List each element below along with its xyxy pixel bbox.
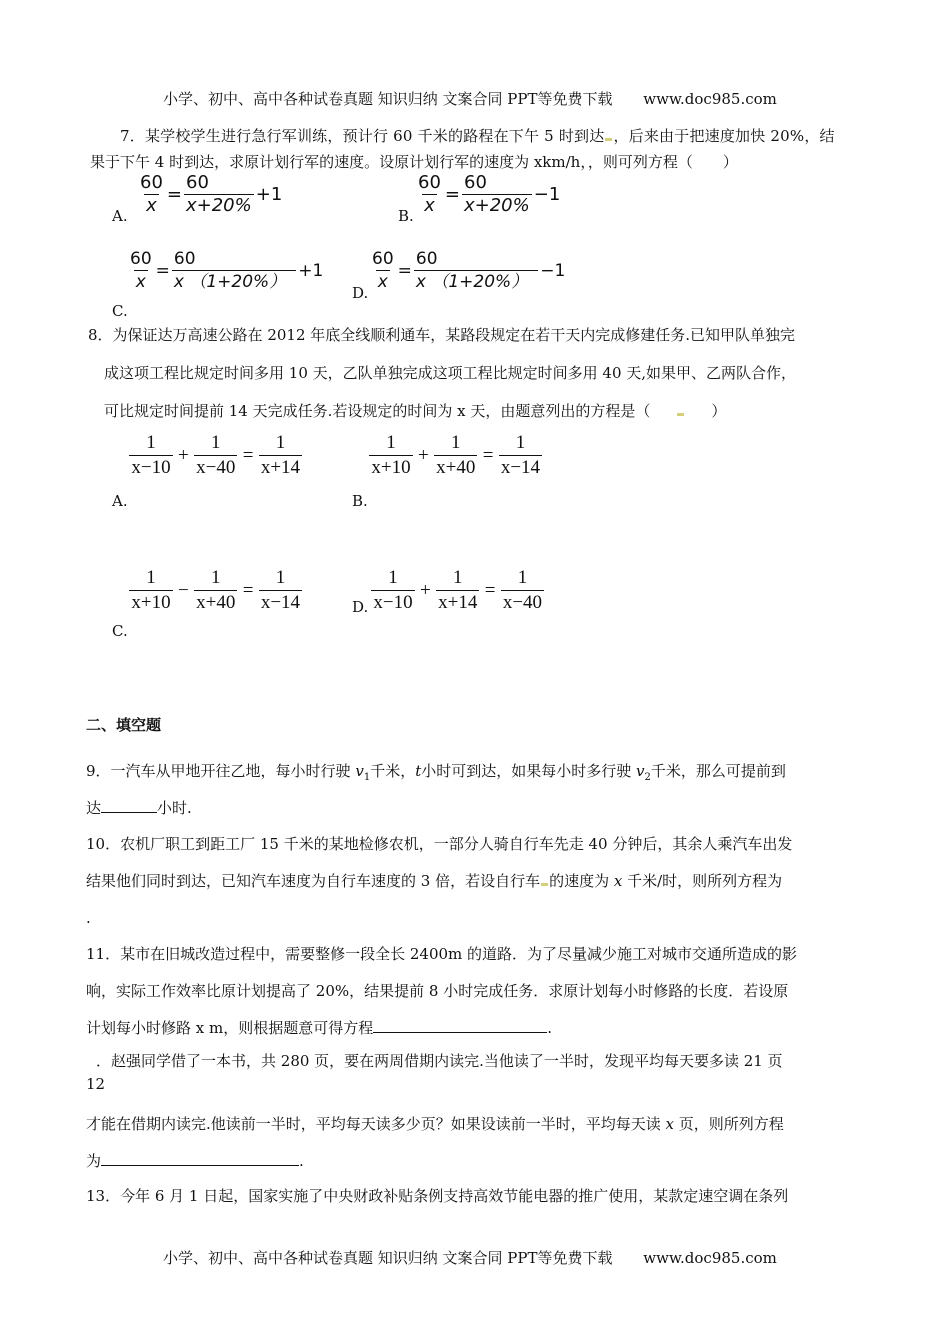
question-9-line-1: 9．一汽车从甲地开往乙地，每小时行驶 $v_1$千米，t小时可到达，如果每小时多行驶 $v_2$千米，那么可提前到 — [86, 762, 786, 783]
q7-option-d-label[interactable]: D. — [352, 284, 369, 302]
highlight-mark — [605, 138, 612, 141]
q7-option-b-equation[interactable]: $\frac{60}{x}$ = $\frac{60}{x+20\%}$ −1 — [418, 172, 561, 216]
question-11-line-3: 计划每小时修路 x m，则根据题意可得方程 . — [86, 1019, 553, 1037]
question-10-line-1: 10．农机厂职工到距工厂 15 千米的某地检修农机，一部分人骑自行车先走 40 分钟后，其余人乘汽车出发 — [86, 835, 793, 853]
q7-option-c-label[interactable]: C. — [112, 302, 128, 320]
page-footer — [163, 1247, 777, 1268]
section-title: 二、填空题 — [86, 716, 162, 734]
highlight-mark — [541, 883, 548, 886]
page-header — [163, 88, 777, 109]
question-12-line-2: 才能在借期内读完.他读前一半时，平均每天读多少页？如果设读前一半时，平均每天读 x 页，则所列方程 — [86, 1115, 784, 1133]
question-8-line-3: 可比规定时间提前 14 天完成任务.若设规定的时间为 x 天，由题意列出的方程是（ ） — [104, 402, 727, 420]
question-13-line-1: 13．今年 6 月 1 日起，国家实施了中央财政补贴条例支持高效节能电器的推广使用，某款定速空调在条列 — [86, 1187, 789, 1205]
q8-option-d-equation[interactable]: $\frac{1}{x-10}$ + $\frac{1}{x+14}$ = $\frac{1}{x-40}$ — [373, 567, 543, 613]
question-10-line-2: 结果他们同时到达，已知汽车速度为自行车速度的 3 倍，若设自行车 的速度为 x 千米/时，则所列方程为 — [86, 872, 783, 890]
q8-option-c-label[interactable]: C. — [112, 622, 128, 640]
header-text: 小学、初中、高中各种试卷真题 知识归纳 文案合同 PPT等免费下载 — [163, 90, 613, 108]
question-11-line-2: 响，实际工作效率比原计划提高了 20%，结果提前 8 小时完成任务．求原计划每小时修路的长度．若设原 — [86, 982, 789, 1000]
question-8-line-1: 8．为保证达万高速公路在 2012 年底全线顺利通车，某路段规定在若干天内完成修建任务.已知甲队单独完 — [88, 326, 796, 344]
question-12-line-1: ．赵强同学借了一本书，共 280 页，要在两周借期内读完.当他读了一半时，发现平均每天要多读 21 页 — [96, 1052, 783, 1070]
q7-option-b-label[interactable]: B. — [398, 207, 414, 225]
question-11-line-1: 11．某市在旧城改造过程中，需要整修一段全长 2400m 的道路．为了尽量减少施工对城市交通所造成的影 — [86, 945, 798, 963]
question-10-line-3: . — [86, 909, 91, 927]
question-8-line-2: 成这项工程比规定时间多用 10 天，乙队单独完成这项工程比规定时间多用 40 天,如果甲、乙两队合作， — [104, 364, 797, 382]
footer-url[interactable]: www.doc985.com — [643, 1249, 777, 1267]
highlight-mark — [677, 413, 684, 416]
q8-option-d-label[interactable]: D. — [352, 598, 369, 616]
question-12-number: 12 — [86, 1075, 106, 1093]
q7-option-c-equation[interactable]: $\frac{60}{x}$ = $\frac{60}{x (1+20\%)}$ +1 — [130, 249, 324, 292]
q8-option-b-label[interactable]: B. — [352, 492, 368, 510]
q8-option-a-label[interactable]: A. — [112, 492, 128, 510]
q7-option-d-equation[interactable]: $\frac{60}{x}$ = $\frac{60}{x (1+20\%)}$ −1 — [372, 249, 566, 292]
q8-option-b-equation[interactable]: $\frac{1}{x+10}$ + $\frac{1}{x+40}$ = $\frac{1}{x-14}$ — [371, 432, 541, 478]
question-7-line-1: 7．某学校学生进行急行军训练，预计行 60 千米的路程在下午 5 时到达 ，后来由于把速度加快 20%，结 — [120, 127, 835, 145]
q8-option-c-equation[interactable]: $\frac{1}{x+10}$ − $\frac{1}{x+40}$ = $\frac{1}{x-14}$ — [131, 567, 301, 613]
header-url[interactable]: www.doc985.com — [643, 90, 777, 108]
answer-blank[interactable] — [101, 1151, 299, 1166]
q7-option-a-equation[interactable]: $\frac{60}{x}$ = $\frac{60}{x+20\%}$ +1 — [140, 172, 283, 216]
question-12-line-3: 为 . — [86, 1152, 304, 1170]
footer-text: 小学、初中、高中各种试卷真题 知识归纳 文案合同 PPT等免费下载 — [163, 1249, 613, 1267]
answer-blank[interactable] — [373, 1018, 547, 1033]
q8-option-a-equation[interactable]: $\frac{1}{x-10}$ + $\frac{1}{x-40}$ = $\frac{1}{x+14}$ — [131, 432, 301, 478]
answer-blank[interactable] — [101, 798, 157, 813]
question-7-line-2: 果于下午 4 时到达，求原计划行军的速度。设原计划行军的速度为 xkm/h，，则可列方程（ ） — [90, 153, 738, 171]
question-9-line-2: 达 小时. — [86, 799, 192, 817]
q7-option-a-label[interactable]: A. — [112, 207, 128, 225]
